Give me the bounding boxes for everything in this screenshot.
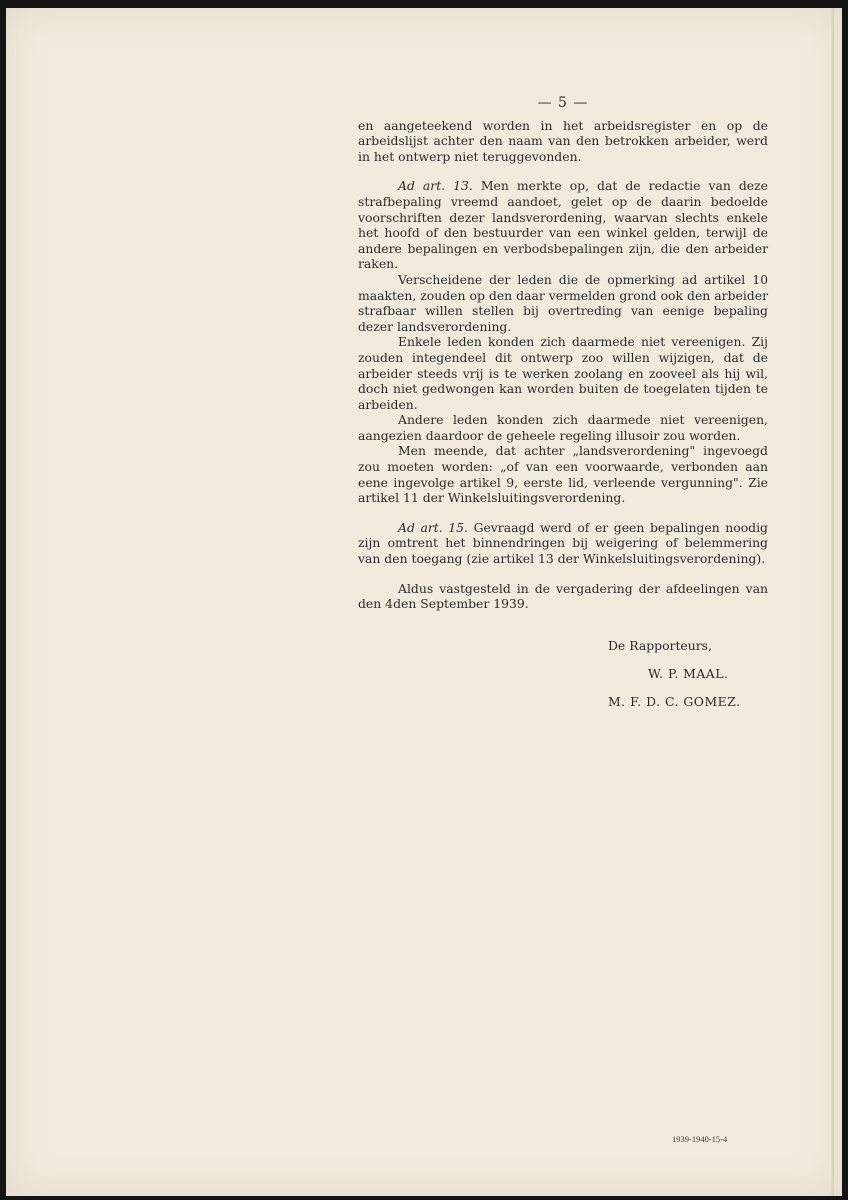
- article-label: Ad art. 15.: [398, 519, 468, 535]
- body-paragraph: [358, 443, 768, 505]
- page-number: — 5 —: [537, 95, 589, 111]
- article-label: Ad art. 13.: [398, 178, 473, 194]
- body-paragraph: [358, 178, 768, 272]
- body-paragraph: [358, 118, 768, 165]
- paragraph-text: Men merkte op, dat de redactie van deze strafbepaling vreemd aandoet, gelet op de daarin bedoelde voorschriften dezer landsverordening, waarvan slechts enkele het hoofd of den bestuurder van een winkel gelden, terwijl de andere bepalingen en verbodsbepalingen zijn, die den arbeider raken.: [358, 178, 768, 272]
- signature-heading: De Rapporteurs,: [608, 637, 712, 653]
- body-paragraph: [358, 520, 768, 567]
- body-paragraph: [358, 272, 768, 334]
- page-edge: [831, 8, 834, 1196]
- document-body: [358, 96, 768, 716]
- paragraph-gap: [358, 164, 768, 178]
- signature-block: [358, 632, 768, 716]
- paragraph-text: Men meende, dat achter „landsverordening" ingevoegd zou moeten worden: „of van een voorwaarde, verbonden aan eene ingevolge artikel 9, eerste lid, verleende vergunning". Zie artikel 11 der Winkelsluitingsverordening.: [358, 443, 768, 506]
- paragraph-text: Andere leden konden zich daarmede niet vereenigen, aangezien daardoor de geheele regeling illusoir zou worden.: [358, 412, 768, 443]
- paragraph-text: Gevraagd werd of er geen bepalingen noodig zijn omtrent het binnendringen bij weigering of belemmering van den toegang (zie artikel 13 der Winkelsluitingsverordening).: [358, 519, 768, 567]
- paragraph-list: [358, 118, 768, 567]
- signature-name-2: M. F. D. C. GOMEZ.: [608, 693, 741, 709]
- paragraph-gap: [358, 506, 768, 520]
- signature-name-1: W. P. MAAL.: [648, 665, 729, 681]
- body-paragraph: [358, 412, 768, 443]
- body-paragraph: [358, 334, 768, 412]
- closing-paragraph: Aldus vastgesteld in de vergadering der afdeelingen van den 4den September 1939.: [358, 580, 768, 612]
- document-code: 1939-1940-15-4: [672, 1134, 728, 1144]
- paragraph-text: Verscheidene der leden die de opmerking ad artikel 10 maakten, zouden op den daar vermelden grond ook den arbeider strafbaar willen stellen bij overtreding van eenige bepaling dezer landsverordening.: [358, 271, 768, 334]
- paragraph-text: Enkele leden konden zich daarmede niet vereenigen. Zij zouden integendeel dit ontwerp zoo willen wijzigen, dat de arbeider steeds vrij is te werken zoolang en zooveel als hij wil, doch niet gedwongen kan worden buiten de toegelaten tijden te arbeiden.: [358, 334, 768, 412]
- paragraph-text: en aangeteekend worden in het arbeidsregister en op de arbeidslijst achter den naam van den betrokken arbeider, werd in het ontwerp niet teruggevonden.: [358, 117, 768, 164]
